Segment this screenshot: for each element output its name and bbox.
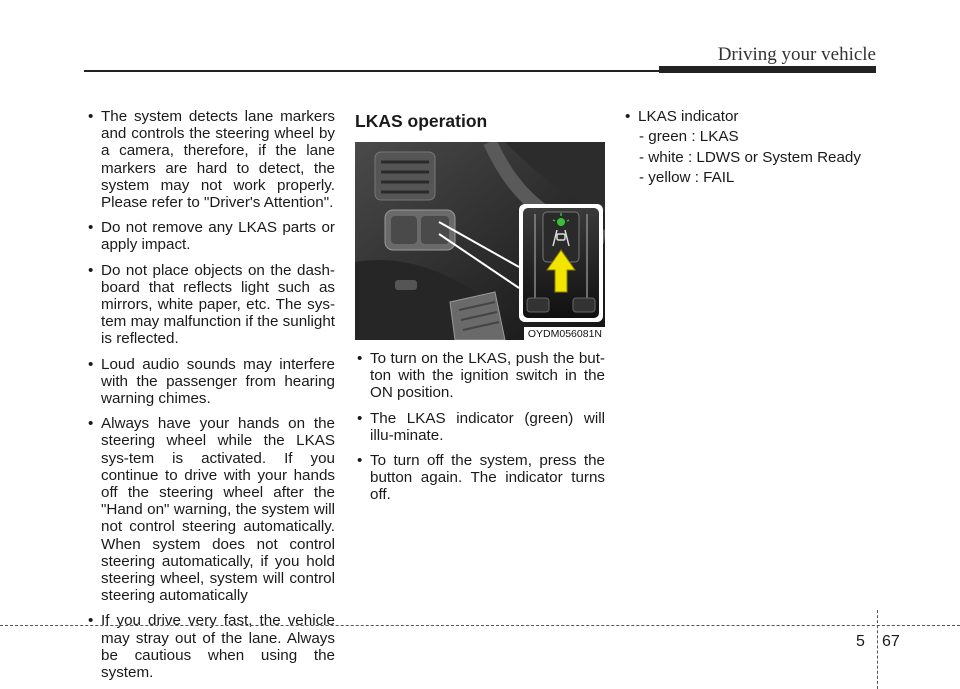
header-rule-thick [659,66,876,73]
footer-divider [877,610,878,689]
page-number: 67 [882,633,900,650]
indicator-color-item: - yellow : FAIL [639,169,735,187]
figure-code: OYDM056081N [524,327,605,340]
list-item: • Do not remove any LKAS parts or apply impact. [86,219,335,253]
indicator-color-list [623,127,873,189]
indicator-list [623,108,873,125]
column-3 [623,108,873,189]
column-2 [355,108,605,512]
column-1 [86,108,335,689]
footer-rule [0,625,960,626]
indicator-color-item: - white : LDWS or System Ready [639,148,861,166]
section-title: LKAS operation [355,111,488,131]
caution-list [86,108,335,681]
list-item: • Do not place objects on the dash-board that reflects light such as mirrors, white paper, etc. The sys-tem may malfunction if the sunlight is reflected. [86,262,335,348]
list-item: • To turn off the system, press the button again. The indicator turns off. [355,452,605,504]
list-item: • The LKAS indicator (green) will illu-minate. [355,410,605,444]
indicator-color-item: - green : LKAS [639,128,739,146]
operation-list [355,350,605,504]
indicator-title: LKAS indicator [638,108,739,125]
dashboard-illustration [355,142,605,340]
header-rule [84,70,659,72]
section-header-title: Driving your vehicle [717,44,876,65]
list-item: • To turn on the LKAS, push the but-ton with the ignition switch in the ON position. [355,350,605,402]
chapter-number: 5 [856,633,865,650]
list-item [623,108,873,125]
list-item: • Always have your hands on the steering wheel while the LKAS sys-tem is activated. If you continue to drive with your hands off the steering wheel after the "Hand on" warning, the system will not control steering automatically. When system does not control steering automatically, if you hold steering wheel, system will control steering automatically [86,415,335,604]
lkas-indicator-icon [557,218,565,226]
lkas-button-figure [355,142,605,340]
list-item: • If you drive very fast, the vehicle may stray out of the lane. Always be cautious when using the system. [86,612,335,681]
list-item: • The system detects lane markers and controls the steering wheel by a camera, therefore, if the lane markers are hard to detect, the system may not work properly. Please refer to "Driver's Attention". [86,108,335,211]
list-item: • Loud audio sounds may interfere with the passenger from hearing warning chimes. [86,356,335,408]
